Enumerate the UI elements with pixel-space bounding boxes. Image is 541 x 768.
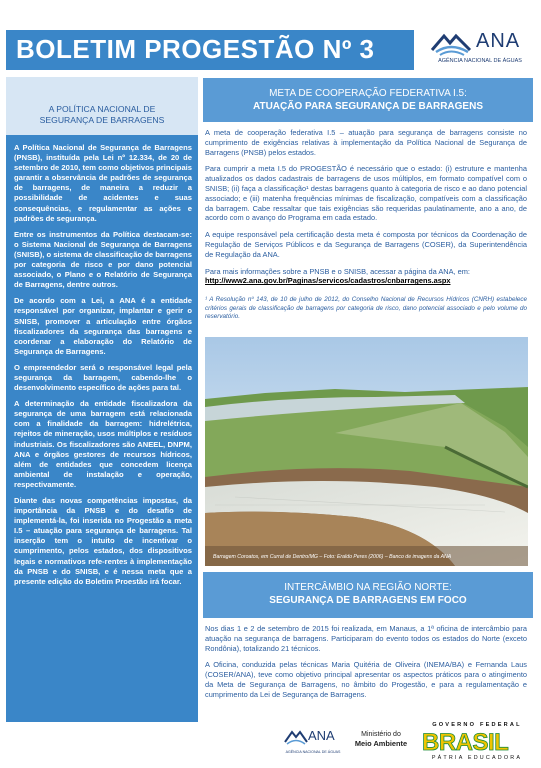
footer-ana-subtitle: AGÊNCIA NACIONAL DE ÁGUAS: [285, 750, 341, 754]
ana-wave-icon: [430, 30, 472, 56]
left-paragraph: O empreendedor será o responsável legal pela segurança da barragem, cabendo-lhe o desenvolvimento específico de ações para tal.: [14, 362, 192, 393]
dam-photo: [205, 337, 528, 566]
section1-link-paragraph: [205, 267, 527, 287]
left-heading-line1: A POLÍTICA NACIONAL DE: [48, 104, 156, 114]
footer-ana-logo: [280, 726, 346, 760]
footer-ana-wordmark: ANA: [308, 728, 335, 743]
section1-paragraph: A equipe responsável pela certificação desta meta é composta por técnicos da Coordenação de Regulação de Serviços Públicos e da Segurança de Barragens (COSER), da Superintendência de Regulação da ANA.: [205, 230, 527, 259]
left-paragraph: Diante das novas competências impostas, da importância da PNSB e do desafio de implementá-la, foi inserida no Progestão a meta I.5 – atuação para segurança de barragens. Tal inserção tem o intuito de incentivar o cumprimento, pelos estados, dos dispositivos legais e normativos refe-rentes à implementação da PNSB e do SNISB, e é nessa meta que a presente edição do Boletim Proestão irá focar.: [14, 496, 192, 586]
ministry-logo: [352, 730, 410, 749]
section1-body: [205, 128, 527, 328]
brasil-wordmark: BRASIL: [422, 729, 509, 756]
section2-paragraph: Nos dias 1 e 2 de setembro de 2015 foi realizada, em Manaus, a 1ª oficina de intercâmbio para atuação na segurança de barragens. Participaram do evento todos os estados do Norte (exceto Rondônia), totalizando 21 técnicos.: [205, 624, 527, 653]
footer-logos: [280, 722, 538, 764]
footer-ana-wave-icon: [284, 728, 308, 746]
governo-federal-logo: [418, 722, 536, 764]
section2-header: [203, 572, 533, 618]
section1-paragraph: Para cumprir a meta I.5 do PROGESTÃO é necessário que o estado: (i) estruture e mantenha atualizados os dados cadastrais de barragens de usos múltiplos, em formato compatível com o SNISB; (ii) faça a classificação¹ destas barragens quanto à categoria de risco e ao dano potencial associado; e (iii) matenha frequências mínimas de fiscalização, compatíveis com a classificação da barragem. Cabe ressaltar que tais exigências são requeridas paulatinamente, ano a ano, de acordo com o avanço do Programa em cada estado.: [205, 164, 527, 223]
left-paragraph: Entre os instrumentos da Política destacam-se: o Sistema Nacional de Segurança de Barragens (SNISB), o sistema de classificação de barragens por categoria de risco e por dano potencial associado, o Plano e o Relatório de Segurança de Barragens, dentre outros.: [14, 229, 192, 290]
ministry-line2: Meio Ambiente: [354, 739, 408, 748]
section1-header: [203, 78, 533, 122]
section1-heading-line1: META DE COOPERAÇÃO FEDERATIVA I.5:: [269, 88, 467, 99]
ana-wordmark: ANA: [476, 30, 521, 52]
section2-paragraph: A Oficina, conduzida pelas técnicas Maria Quitéria de Oliveira (INEMA/BA) e Fernanda Laus (COSER/ANA), teve como objetivo principal apresentar os aspectos práticos para o atingimento da Meta de Segurança de Barragens, no âmbito do Progestão, e para a regulamentação e cumprimento da Lei de Segurança de Barragens.: [205, 660, 527, 699]
photo-caption: Barragem Coroatos, em Curral de Dentro/MG – Foto: Eraldo Peres (2006) – Banco de imagens da ANA: [213, 554, 452, 560]
gov-top-text: GOVERNO FEDERAL: [432, 722, 522, 728]
ministry-line1: Ministério do: [361, 731, 401, 738]
page-title: BOLETIM PROGESTÃO Nº 3: [16, 34, 375, 64]
left-paragraph: A Política Nacional de Segurança de Barragens (PNSB), instituída pela Lei nº 12.334, de 20 de setembro de 2010, tem como objetivos principais garantir a observância de padrões de segurança de barragens, de maneira a reduzir a possibilidade de acidentes e suas consequências, e regulamentar as ações e padrões de segurança.: [14, 143, 192, 223]
left-heading-band: [6, 77, 198, 135]
footnote: ¹ A Resolução nº 143, de 10 de julho de 2012, do Conselho Nacional de Recursos Hídricos (CNRH) estabelece critérios gerais de classificação de barragens por categoria de risco, dano potencial associado e pelo volume do reservatório.: [205, 296, 527, 320]
section1-paragraph: A meta de cooperação federativa I.5 – atuação para segurança de barragens consiste no cumprimento de exigências relativas à implementação da Política Nacional de Segurança de Barragens (PNSB) pelos estados.: [205, 128, 527, 157]
section2-body: [205, 624, 527, 707]
ana-subtitle: AGÊNCIA NACIONAL DE ÁGUAS: [438, 58, 522, 64]
gov-bottom-text: PÁTRIA EDUCADORA: [431, 755, 523, 761]
section1-heading-line2: ATUAÇÃO PARA SEGURANÇA DE BARRAGENS: [252, 101, 483, 112]
left-body: [14, 143, 192, 593]
left-heading: [12, 104, 192, 126]
link-intro: Para mais informações sobre a PNSB e o SNISB, acessar a página da ANA, em:: [205, 266, 470, 276]
left-paragraph: A determinação da entidade fiscalizadora da segurança de uma barragem está relacionada com a finalidade da barragem: hidrelétrica, rejeitos de mineração, usos múltiplos e resíduos industriais. Os fiscalizadores são ANEEL, DNPM, ANA e órgãos gestores de recursos hídricos, além de entidades que concedem licença ambiental de instalação e operação, respectivamente.: [14, 399, 192, 489]
cnbarragens-link[interactable]: http://www2.ana.gov.br/Paginas/servicos/cadastros/cnbarragens.aspx: [205, 276, 451, 286]
left-heading-line2: SEGURANÇA DE BARRAGENS: [39, 115, 165, 125]
ana-logo: [424, 28, 536, 70]
dam-photo-illustration: [205, 337, 528, 566]
section2-heading-line1: INTERCÂMBIO NA REGIÃO NORTE:: [284, 582, 452, 593]
section2-heading-line2: SEGURANÇA DE BARRAGENS EM FOCO: [269, 595, 467, 606]
left-column: [6, 77, 198, 722]
left-paragraph: De acordo com a Lei, a ANA é a entidade responsável por organizar, implantar e gerir o SNISB, promover a articulação entre órgãos fiscalizadores da segurança das barragens e coordenar a elaboração do Relatório de Segurança de Barragens.: [14, 296, 192, 356]
